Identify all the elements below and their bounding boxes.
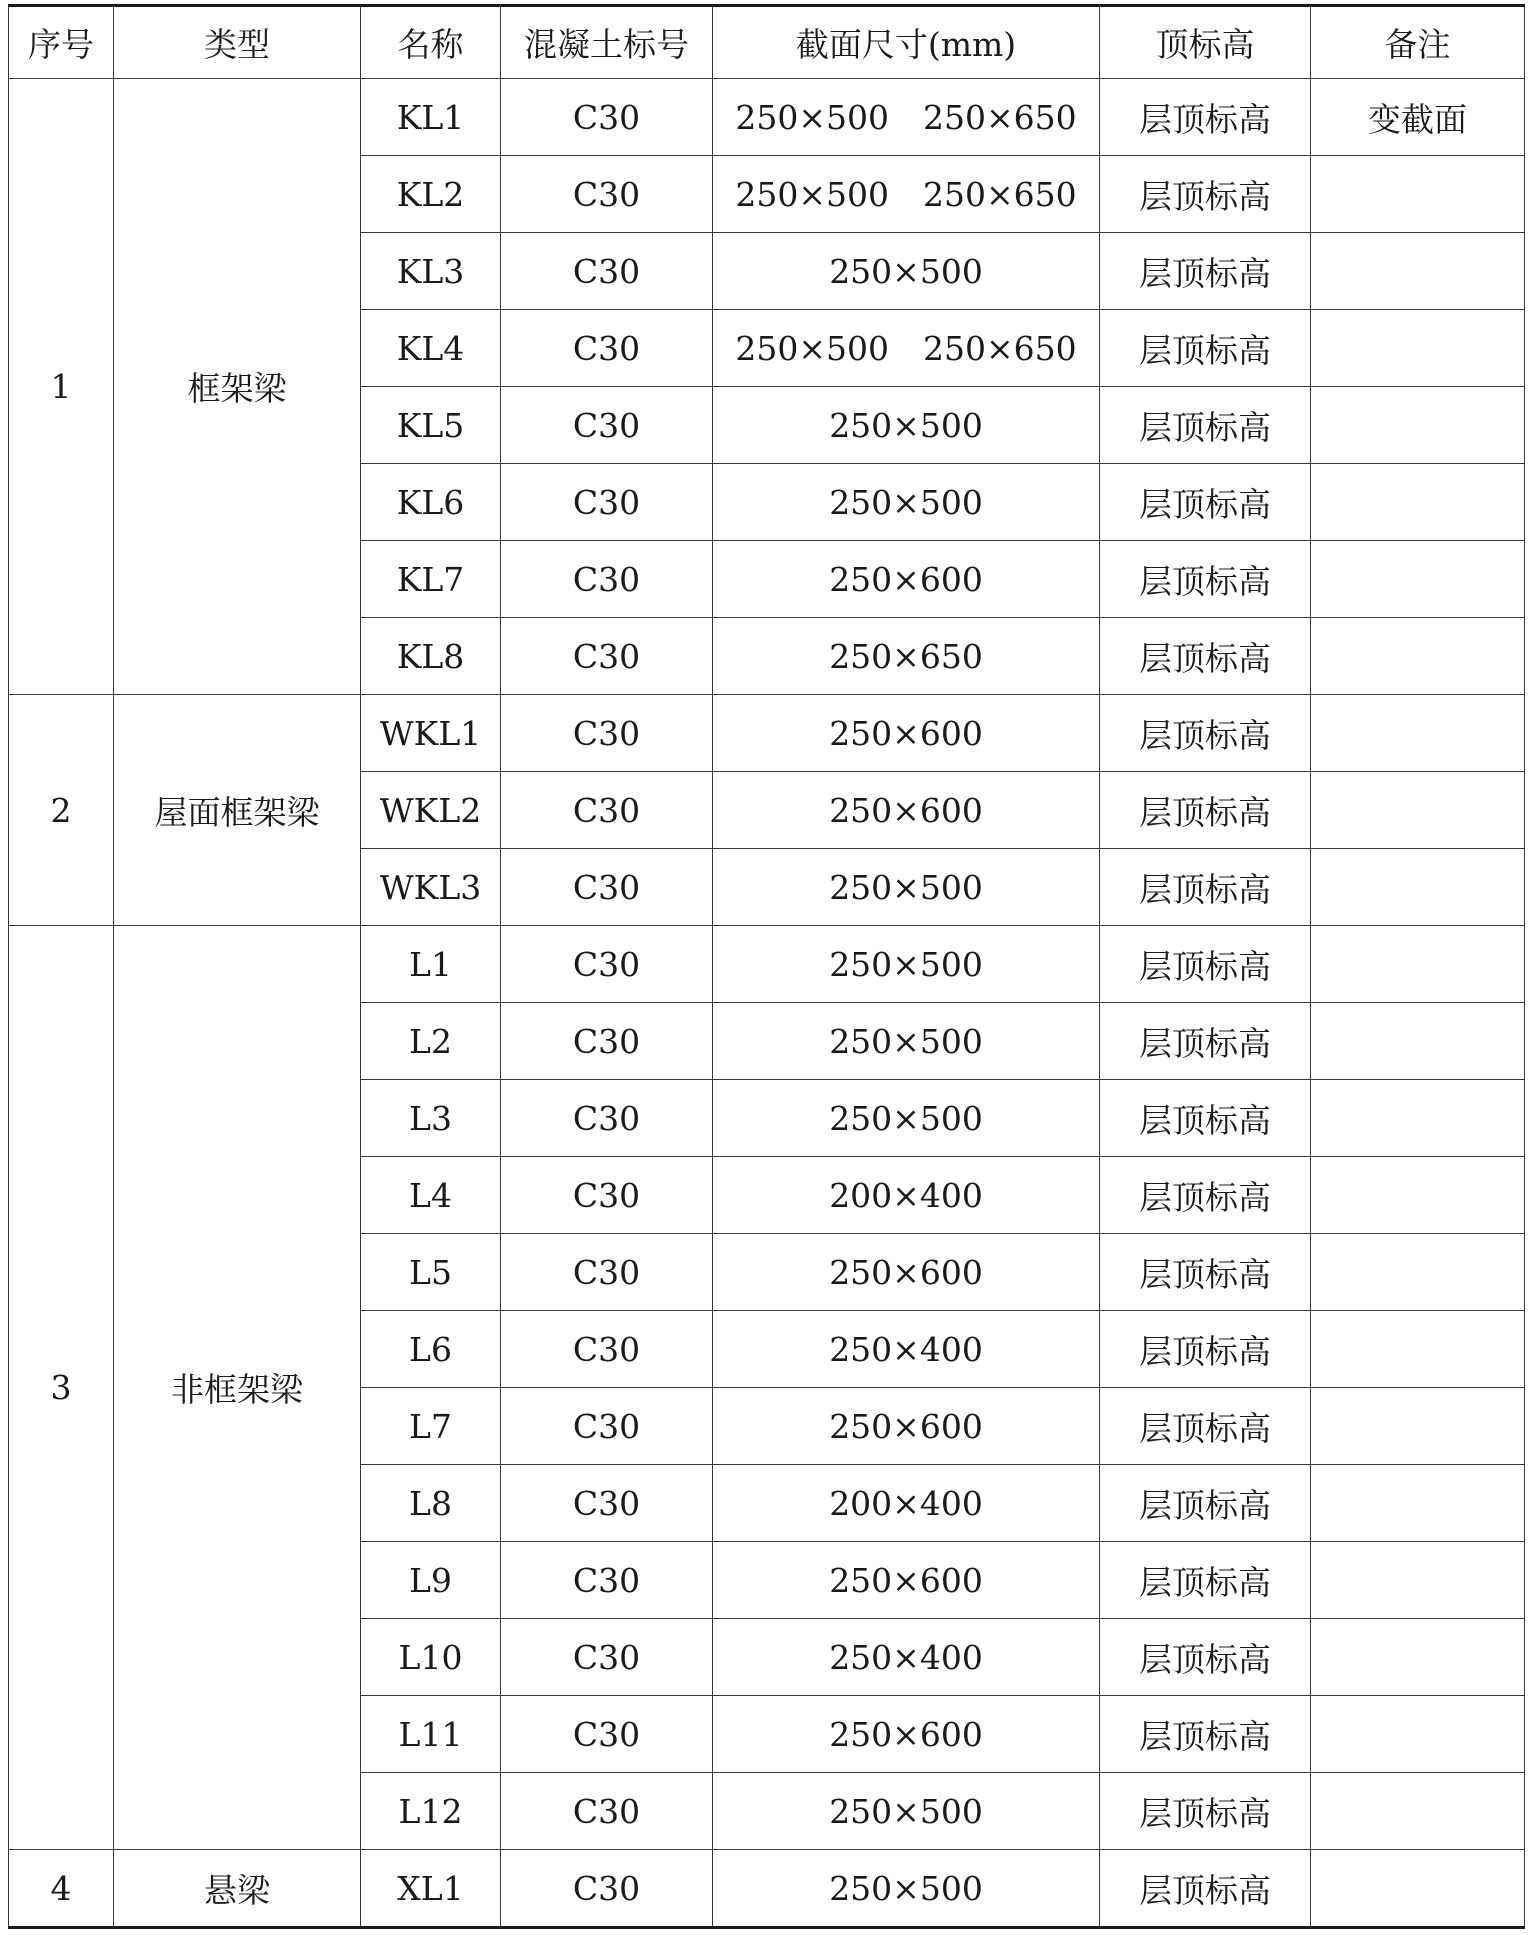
cell-note [1311,541,1525,618]
cell-top-elevation: 层顶标高 [1100,233,1311,310]
header-row [9,6,1525,79]
size-value: 250×500 [829,1791,983,1831]
size-value-2: 250×650 [923,174,1077,214]
cell-group-no: 4 [9,1850,114,1928]
header-cell-name: 名称 [361,6,501,79]
cell-note [1311,1773,1525,1850]
cell-size [713,1619,1100,1696]
cell-size [713,1465,1100,1542]
cell-name: WKL1 [361,695,501,772]
size-value: 250×500 [829,1868,983,1908]
cell-note [1311,1080,1525,1157]
cell-size [713,541,1100,618]
cell-size [713,233,1100,310]
cell-note [1311,1465,1525,1542]
cell-name: L10 [361,1619,501,1696]
cell-size [713,156,1100,233]
cell-group-no: 2 [9,695,114,926]
cell-grade: C30 [501,1388,713,1465]
beam-schedule-table [8,4,1525,1929]
cell-name: KL4 [361,310,501,387]
cell-name: WKL2 [361,772,501,849]
cell-name: L3 [361,1080,501,1157]
cell-note [1311,1311,1525,1388]
cell-name: KL5 [361,387,501,464]
cell-grade: C30 [501,1080,713,1157]
header-cell-no: 序号 [9,6,114,79]
cell-size [713,464,1100,541]
size-value: 250×600 [829,559,983,599]
cell-top-elevation: 层顶标高 [1100,695,1311,772]
cell-name: L4 [361,1157,501,1234]
cell-grade: C30 [501,156,713,233]
cell-note [1311,1696,1525,1773]
cell-note [1311,618,1525,695]
cell-top-elevation: 层顶标高 [1100,464,1311,541]
cell-name: L12 [361,1773,501,1850]
cell-name: L11 [361,1696,501,1773]
cell-group-type: 框架梁 [114,79,361,695]
cell-grade: C30 [501,310,713,387]
cell-top-elevation: 层顶标高 [1100,1157,1311,1234]
cell-grade: C30 [501,79,713,156]
cell-grade: C30 [501,464,713,541]
cell-size [713,772,1100,849]
size-value: 250×500 [735,97,889,137]
size-value: 250×500 [735,174,889,214]
cell-top-elevation: 层顶标高 [1100,1388,1311,1465]
cell-group-type: 屋面框架梁 [114,695,361,926]
cell-top-elevation: 层顶标高 [1100,1080,1311,1157]
cell-size [713,1773,1100,1850]
cell-name: KL1 [361,79,501,156]
cell-group-no: 3 [9,926,114,1850]
cell-name: WKL3 [361,849,501,926]
cell-size [713,1850,1100,1928]
table-row [9,926,1525,1003]
cell-grade: C30 [501,387,713,464]
cell-note [1311,695,1525,772]
cell-note [1311,1542,1525,1619]
cell-name: KL7 [361,541,501,618]
size-value: 250×600 [829,1406,983,1446]
cell-grade: C30 [501,1465,713,1542]
size-value: 250×400 [829,1637,983,1677]
header-cell-top: 顶标高 [1100,6,1311,79]
cell-note [1311,1850,1525,1928]
table-row [9,79,1525,156]
cell-top-elevation: 层顶标高 [1100,1003,1311,1080]
cell-note [1311,156,1525,233]
cell-grade: C30 [501,1542,713,1619]
cell-name: L7 [361,1388,501,1465]
cell-note [1311,1619,1525,1696]
cell-note [1311,1388,1525,1465]
cell-note: 变截面 [1311,79,1525,156]
cell-grade: C30 [501,1850,713,1928]
cell-top-elevation: 层顶标高 [1100,310,1311,387]
cell-name: L8 [361,1465,501,1542]
cell-size [713,618,1100,695]
size-value: 250×600 [829,1560,983,1600]
cell-name: XL1 [361,1850,501,1928]
cell-size [713,1003,1100,1080]
cell-size [713,1542,1100,1619]
size-value: 250×600 [829,1714,983,1754]
size-value: 250×600 [829,790,983,830]
size-value: 250×500 [829,1098,983,1138]
size-value: 250×600 [829,1252,983,1292]
cell-grade: C30 [501,695,713,772]
cell-grade: C30 [501,1773,713,1850]
cell-note [1311,233,1525,310]
cell-group-type: 悬梁 [114,1850,361,1928]
size-value: 250×500 [735,328,889,368]
size-value: 200×400 [829,1175,983,1215]
cell-size [713,1311,1100,1388]
cell-size [713,926,1100,1003]
cell-top-elevation: 层顶标高 [1100,1311,1311,1388]
cell-grade: C30 [501,772,713,849]
cell-grade: C30 [501,1003,713,1080]
table-row [9,1850,1525,1928]
cell-top-elevation: 层顶标高 [1100,79,1311,156]
cell-size [713,695,1100,772]
cell-grade: C30 [501,1696,713,1773]
cell-top-elevation: 层顶标高 [1100,387,1311,464]
cell-top-elevation: 层顶标高 [1100,1696,1311,1773]
beam-schedule-container [8,4,1525,1929]
cell-size [713,310,1100,387]
cell-name: KL8 [361,618,501,695]
cell-top-elevation: 层顶标高 [1100,1234,1311,1311]
cell-top-elevation: 层顶标高 [1100,1542,1311,1619]
cell-name: KL3 [361,233,501,310]
size-value: 250×400 [829,1329,983,1369]
cell-note [1311,1234,1525,1311]
cell-top-elevation: 层顶标高 [1100,1850,1311,1928]
header-cell-grade: 混凝土标号 [501,6,713,79]
cell-size [713,1234,1100,1311]
cell-top-elevation: 层顶标高 [1100,1773,1311,1850]
size-value: 250×600 [829,713,983,753]
cell-name: L1 [361,926,501,1003]
cell-grade: C30 [501,926,713,1003]
header-cell-type: 类型 [114,6,361,79]
size-value: 250×500 [829,251,983,291]
cell-note [1311,1003,1525,1080]
table-body [9,79,1525,1928]
cell-size [713,387,1100,464]
cell-top-elevation: 层顶标高 [1100,156,1311,233]
cell-name: L5 [361,1234,501,1311]
size-value: 200×400 [829,1483,983,1523]
size-value: 250×500 [829,1021,983,1061]
cell-top-elevation: 层顶标高 [1100,1619,1311,1696]
cell-grade: C30 [501,233,713,310]
cell-note [1311,926,1525,1003]
cell-size [713,1157,1100,1234]
cell-top-elevation: 层顶标高 [1100,772,1311,849]
size-value-2: 250×650 [923,328,1077,368]
table-row [9,695,1525,772]
cell-name: KL6 [361,464,501,541]
cell-note [1311,772,1525,849]
cell-note [1311,310,1525,387]
header-cell-size: 截面尺寸(mm) [713,6,1100,79]
cell-size [713,1388,1100,1465]
cell-note [1311,387,1525,464]
cell-size [713,1696,1100,1773]
cell-name: KL2 [361,156,501,233]
cell-name: L9 [361,1542,501,1619]
cell-note [1311,1157,1525,1234]
size-value-2: 250×650 [923,97,1077,137]
cell-name: L6 [361,1311,501,1388]
cell-note [1311,849,1525,926]
cell-grade: C30 [501,849,713,926]
cell-group-type: 非框架梁 [114,926,361,1850]
cell-size [713,79,1100,156]
size-value: 250×500 [829,482,983,522]
cell-grade: C30 [501,541,713,618]
cell-top-elevation: 层顶标高 [1100,926,1311,1003]
size-value: 250×500 [829,867,983,907]
cell-grade: C30 [501,1157,713,1234]
cell-name: L2 [361,1003,501,1080]
size-value: 250×500 [829,405,983,445]
cell-grade: C30 [501,618,713,695]
cell-grade: C30 [501,1311,713,1388]
cell-size [713,1080,1100,1157]
size-value: 250×500 [829,944,983,984]
cell-top-elevation: 层顶标高 [1100,541,1311,618]
cell-size [713,849,1100,926]
cell-note [1311,464,1525,541]
size-value: 250×650 [829,636,983,676]
header-cell-note: 备注 [1311,6,1525,79]
cell-grade: C30 [501,1619,713,1696]
cell-top-elevation: 层顶标高 [1100,849,1311,926]
cell-top-elevation: 层顶标高 [1100,618,1311,695]
cell-group-no: 1 [9,79,114,695]
cell-top-elevation: 层顶标高 [1100,1465,1311,1542]
cell-grade: C30 [501,1234,713,1311]
